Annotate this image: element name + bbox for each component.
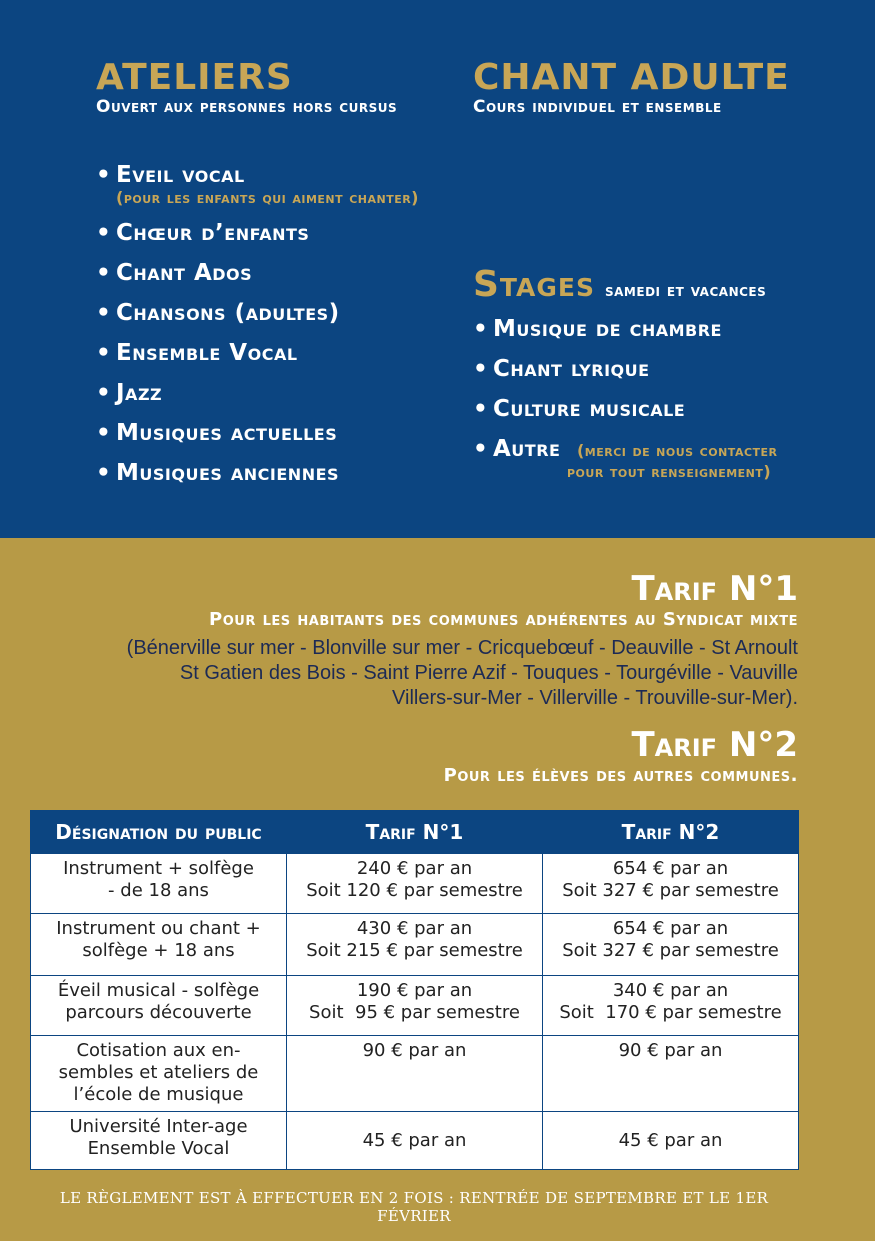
table-cell: 240 € par an Soit 120 € par semestre — [287, 854, 543, 914]
table-row — [31, 1112, 799, 1170]
table-cell: Instrument + solfège - de 18 ans — [31, 854, 287, 914]
list-item-label: Chant lyrique — [493, 356, 650, 382]
chant-adulte-header — [473, 58, 853, 118]
list-item-label: Ensemble Vocal — [116, 340, 298, 366]
list-item-note: (merci de nous contacter — [576, 441, 778, 460]
ateliers-subtitle: Ouvert aux personnes hors cursus — [96, 97, 398, 117]
table-row — [31, 976, 799, 1036]
column-header: Tarif N°1 — [287, 811, 543, 854]
list-item-label: Chansons (adultes) — [116, 300, 340, 326]
list-item-label: Eveil vocal — [116, 162, 245, 188]
ateliers-list — [96, 162, 419, 500]
table-cell: 190 € par an Soit 95 € par semestre — [287, 976, 543, 1036]
list-item-label: Musiques actuelles — [116, 420, 338, 446]
table-cell: 90 € par an — [287, 1036, 543, 1112]
list-item-label: Musique de chambre — [493, 316, 722, 342]
tarif1-header — [209, 570, 798, 632]
table-cell: 340 € par an Soit 170 € par semestre — [543, 976, 799, 1036]
communes-list — [8, 636, 798, 711]
stages-subtitle: samedi et vacances — [605, 281, 767, 301]
table-cell: Éveil musical - solfège parcours découverte — [31, 976, 287, 1036]
list-item-label: Chant Ados — [116, 260, 253, 286]
tarif1-subtitle: Pour les habitants des communes adhérentes au Syndicat mixte — [209, 609, 798, 630]
list-item: • Musiques anciennes — [96, 460, 340, 486]
table-row — [31, 1036, 799, 1112]
communes-line: Villers-sur-Mer - Villerville - Trouville-sur-Mer). — [392, 687, 798, 709]
table-cell: Université Inter-age Ensemble Vocal — [31, 1112, 287, 1170]
list-item: • Autre (merci de nous contacter pour tout renseignement) — [473, 436, 778, 481]
list-item-note: (pour les enfants qui aiment chanter) — [116, 188, 419, 207]
ateliers-title: ATELIERS — [96, 57, 293, 98]
list-item: • Chansons (adultes) — [96, 300, 340, 326]
blue-section — [0, 0, 875, 538]
ateliers-header — [96, 58, 456, 118]
column-header: Désignation du public — [31, 811, 287, 854]
tarif2-subtitle: Pour les élèves des autres communes. — [443, 765, 798, 786]
list-item: • Musique de chambre — [473, 316, 722, 342]
table-header-row — [31, 811, 799, 854]
list-item: • Eveil vocal (pour les enfants qui aiment chanter) — [96, 162, 419, 207]
table-row — [31, 854, 799, 914]
table-cell: 45 € par an — [543, 1112, 799, 1170]
list-item-note-cont: pour tout renseignement) — [567, 462, 772, 481]
list-item-label: Jazz — [116, 380, 163, 406]
tarif1-title: Tarif N°1 — [631, 569, 798, 609]
list-item: • Chant Ados — [96, 260, 253, 286]
list-item: • Culture musicale — [473, 396, 686, 422]
stages-list — [473, 316, 778, 496]
payment-note: LE RÈGLEMENT EST À EFFECTUER EN 2 FOIS : RENTRÉE DE SEPTEMBRE ET LE 1ER FÉVRIER — [59, 1189, 769, 1225]
list-item: • Musiques actuelles — [96, 420, 338, 446]
list-item-label: Chœur d’enfants — [116, 220, 310, 246]
list-item: • Ensemble Vocal — [96, 340, 298, 366]
communes-line: (Bénerville sur mer - Blonville sur mer - Cricquebœuf - Deauville - St Arnoult — [126, 637, 798, 659]
tarif2-title: Tarif N°2 — [631, 725, 798, 765]
table-cell: 654 € par an Soit 327 € par semestre — [543, 914, 799, 976]
list-item: • Chœur d’enfants — [96, 220, 310, 246]
list-item-label: Culture musicale — [493, 396, 686, 422]
table-cell: 45 € par an — [287, 1112, 543, 1170]
tarifs-table — [30, 810, 799, 1170]
list-item-label: Autre — [493, 436, 561, 462]
chant-adulte-title: CHANT ADULTE — [473, 57, 790, 98]
chant-adulte-subtitle: Cours individuel et ensemble — [473, 97, 722, 117]
list-item-label: Musiques anciennes — [116, 460, 340, 486]
list-item: • Chant lyrique — [473, 356, 650, 382]
stages-title: Stages — [473, 264, 595, 305]
table-cell: 430 € par an Soit 215 € par semestre — [287, 914, 543, 976]
stages-header — [473, 264, 766, 305]
table-cell: Instrument ou chant + solfège + 18 ans — [31, 914, 287, 976]
tarif2-header — [444, 726, 798, 788]
table-cell: 654 € par an Soit 327 € par semestre — [543, 854, 799, 914]
table-cell: 90 € par an — [543, 1036, 799, 1112]
list-item: • Jazz — [96, 380, 163, 406]
column-header: Tarif N°2 — [543, 811, 799, 854]
table-cell: Cotisation aux en- sembles et ateliers de l’école de musique — [31, 1036, 287, 1112]
communes-line: St Gatien des Bois - Saint Pierre Azif - Touques - Tourgéville - Vauville — [179, 662, 798, 684]
table-row — [31, 914, 799, 976]
